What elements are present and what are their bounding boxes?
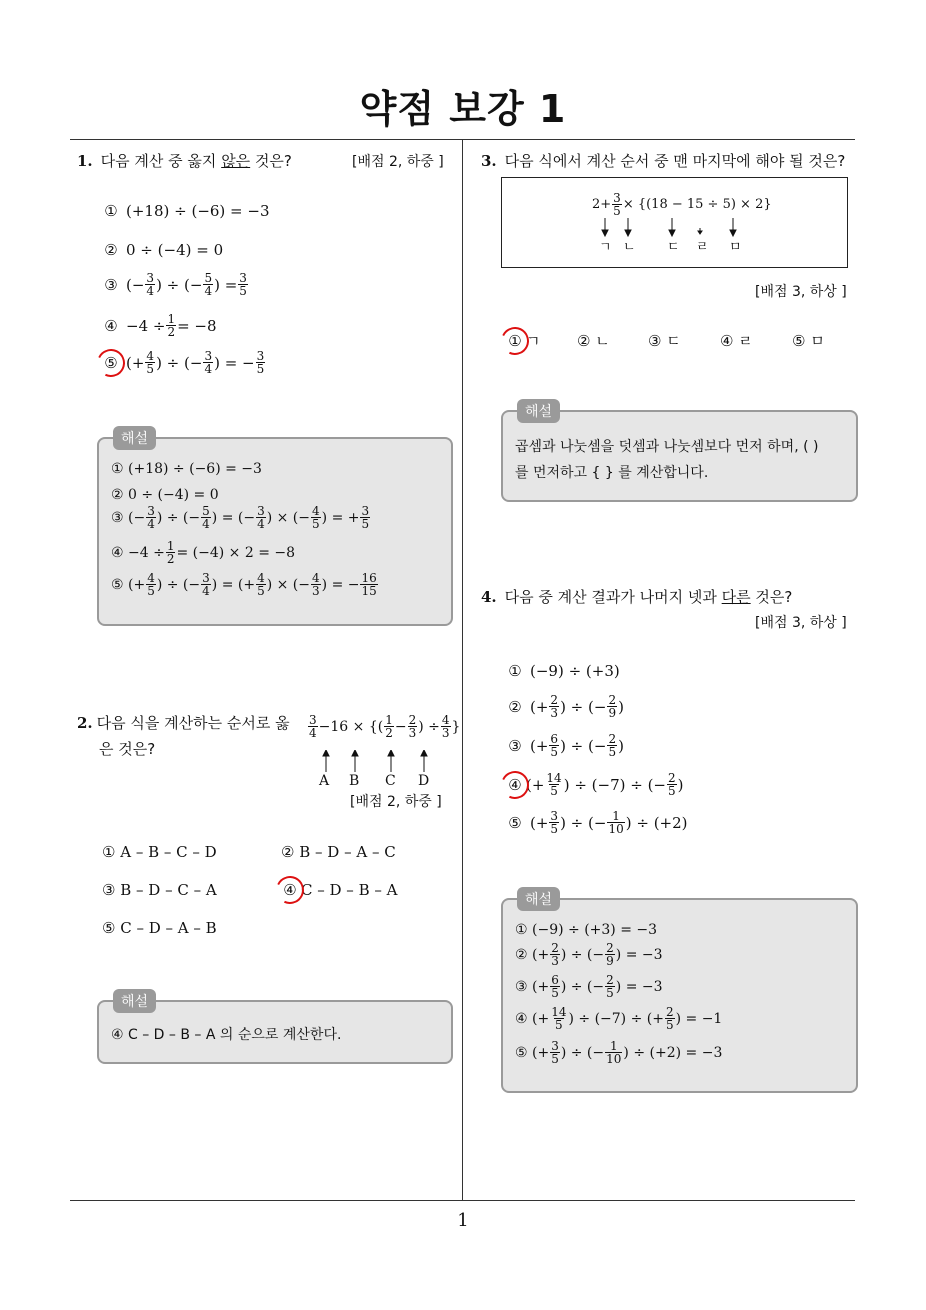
- solution-tag: 해설: [113, 989, 156, 1013]
- q2-meta: [배점 2, 하중 ]: [350, 794, 442, 810]
- solution-tag: 해설: [517, 399, 560, 423]
- q3-option-5[interactable]: ⑤ ㅁ: [792, 332, 825, 350]
- answer-mark: ⑤: [102, 354, 120, 372]
- q4-option-2[interactable]: ② (+ $\frac{2}{3}$ ) ÷ (− $\frac{2}{9}$ ): [508, 693, 624, 720]
- q1-option-2[interactable]: ② 0 ÷ (−4) = 0: [104, 241, 224, 259]
- q2-solution-text: ④ C – D – B – A 의 순으로 계산한다.: [111, 1027, 342, 1043]
- q2-option-5[interactable]: ⑤ C – D – A – B: [102, 919, 217, 937]
- q3-option-2[interactable]: ② ㄴ: [577, 332, 610, 350]
- q3-option-4[interactable]: ④ ㄹ: [720, 332, 753, 350]
- q4-option-4[interactable]: ④ (+ $\frac{14}{5}$ ) ÷ (−7) ÷ (− $\frac{2}{5}$ ): [506, 772, 684, 797]
- q1-solution-line-1: ① (+18) ÷ (−6) = −3: [111, 461, 262, 477]
- page-title: 약점 보강 1: [359, 87, 567, 131]
- q4-number: 4.: [481, 588, 497, 606]
- q3-solution-line-1: 곱셈과 나눗셈을 덧셈과 나눗셈보다 먼저 하며, ( ): [515, 439, 819, 455]
- q4-solution-line-3: ③ (+ $\frac{6}{5}$ ) ÷ (− $\frac{2}{5}$ ) = −3: [515, 973, 663, 1000]
- q2-option-3[interactable]: ③ B – D – C – A: [102, 881, 217, 899]
- q2-labels: A B C D: [319, 773, 430, 789]
- q1-option-4[interactable]: ④ −4 ÷ $\frac{1}{2}$ = −8: [104, 312, 217, 339]
- q2-solution-box: [97, 994, 453, 1064]
- q2-option-4[interactable]: ④ C – D – B – A: [281, 881, 397, 899]
- page-number: 1: [457, 1210, 469, 1231]
- q2-stem: 2. 다음 식을 계산하는 순서로 옳 은 것은?: [77, 714, 290, 758]
- q3-formula-box: 2+ $\frac{3}{5}$ × {(18 − 15 ÷ 5) × 2} ㄱ ㄴ ㄷ ㄹ ㅁ: [501, 177, 848, 268]
- answer-mark: ①: [506, 332, 524, 350]
- q4-solution-line-2: ② (+ $\frac{2}{3}$ ) ÷ (− $\frac{2}{9}$ ) = −3: [515, 941, 663, 968]
- q1-meta: [배점 2, 하중 ]: [352, 154, 444, 170]
- q4-option-3[interactable]: ③ (+ $\frac{6}{5}$ ) ÷ (− $\frac{2}{5}$ ): [508, 732, 624, 759]
- q2-expression: $\frac{3}{4}$ −16 × {( $\frac{1}{2}$ − $\frac{2}{3}$ ) ÷ $\frac{4}{3}$ }: [309, 713, 461, 740]
- solution-tag: 해설: [517, 887, 560, 911]
- q1-solution-line-4: ④ −4 ÷ $\frac{1}{2}$ = (−4) × 2 = −8: [111, 539, 296, 566]
- q3-stem: 3. 다음 식에서 계산 순서 중 맨 마지막에 해야 될 것은?: [481, 152, 846, 170]
- q4-solution-line-5: ⑤ (+ $\frac{3}{5}$ ) ÷ (− $\frac{1}{10}$ ) ÷ (+2) = −3: [515, 1039, 723, 1066]
- q3-option-1[interactable]: ① ㄱ: [506, 330, 541, 351]
- q4-solution-box: [501, 892, 858, 1093]
- q3-expression: 2+ $\frac{3}{5}$ × {(18 − 15 ÷ 5) × 2}: [592, 191, 772, 218]
- q2-arrows: [318, 750, 438, 772]
- q3-number: 3.: [481, 152, 497, 170]
- q3-solution-line-2: 를 먼저하고 { } 를 계산합니다.: [515, 465, 709, 481]
- q1-solution-line-3: ③ (− $\frac{3}{4}$ ) ÷ (− $\frac{5}{4}$ ) = (− $\frac{3}{4}$ ) × (− $\frac{4}{5}$ ) = + $\frac{3}{5}$: [111, 504, 370, 531]
- q4-solution-line-4: ④ (+ $\frac{14}{5}$ ) ÷ (−7) ÷ (+ $\frac{2}{5}$ ) = −1: [515, 1005, 723, 1032]
- q3-option-3[interactable]: ③ ㄷ: [648, 332, 681, 350]
- q2-option-1[interactable]: ① A – B – C – D: [102, 843, 217, 861]
- q1-stem: 1. 다음 계산 중 옳지 않은 것은?: [77, 152, 292, 170]
- q3-arrows: [592, 218, 742, 238]
- column-divider: [462, 139, 463, 1200]
- answer-mark: ④: [281, 881, 299, 899]
- q1-solution-line-5: ⑤ (+ $\frac{4}{5}$ ) ÷ (− $\frac{3}{4}$ ) = (+ $\frac{4}{5}$ ) × (− $\frac{4}{3}$ ) = − $\frac{16}{15}$: [111, 571, 377, 598]
- q4-stem: 4. 다음 중 계산 결과가 나머지 넷과 다른 것은?: [481, 588, 793, 606]
- q2-option-2[interactable]: ② B – D – A – C: [281, 843, 396, 861]
- q1-number: 1.: [77, 152, 93, 170]
- q1-option-1[interactable]: ① (+18) ÷ (−6) = −3: [104, 202, 270, 220]
- q4-option-5[interactable]: ⑤ (+ $\frac{3}{5}$ ) ÷ (− $\frac{1}{10}$ ) ÷ (+2): [508, 809, 688, 836]
- q4-solution-line-1: ① (−9) ÷ (+3) = −3: [515, 922, 658, 938]
- q3-meta: [배점 3, 하상 ]: [755, 284, 847, 300]
- q4-option-1[interactable]: ① (−9) ÷ (+3): [508, 662, 620, 680]
- q4-meta: [배점 3, 하상 ]: [755, 615, 847, 631]
- q1-option-3[interactable]: ③ (− $\frac{3}{4}$ ) ÷ (− $\frac{5}{4}$ ) = $\frac{3}{5}$: [104, 271, 247, 298]
- q1-solution-line-2: ② 0 ÷ (−4) = 0: [111, 487, 219, 503]
- q2-number: 2.: [77, 714, 93, 732]
- q1-solution-box: [97, 431, 453, 626]
- answer-mark: ④: [506, 776, 524, 794]
- q3-solution-box: [501, 404, 858, 502]
- q1-option-5[interactable]: ⑤ (+ $\frac{4}{5}$ ) ÷ (− $\frac{3}{4}$ ) = − $\frac{3}{5}$: [102, 350, 266, 375]
- solution-tag: 해설: [113, 426, 156, 450]
- bottom-rule: [70, 1200, 855, 1201]
